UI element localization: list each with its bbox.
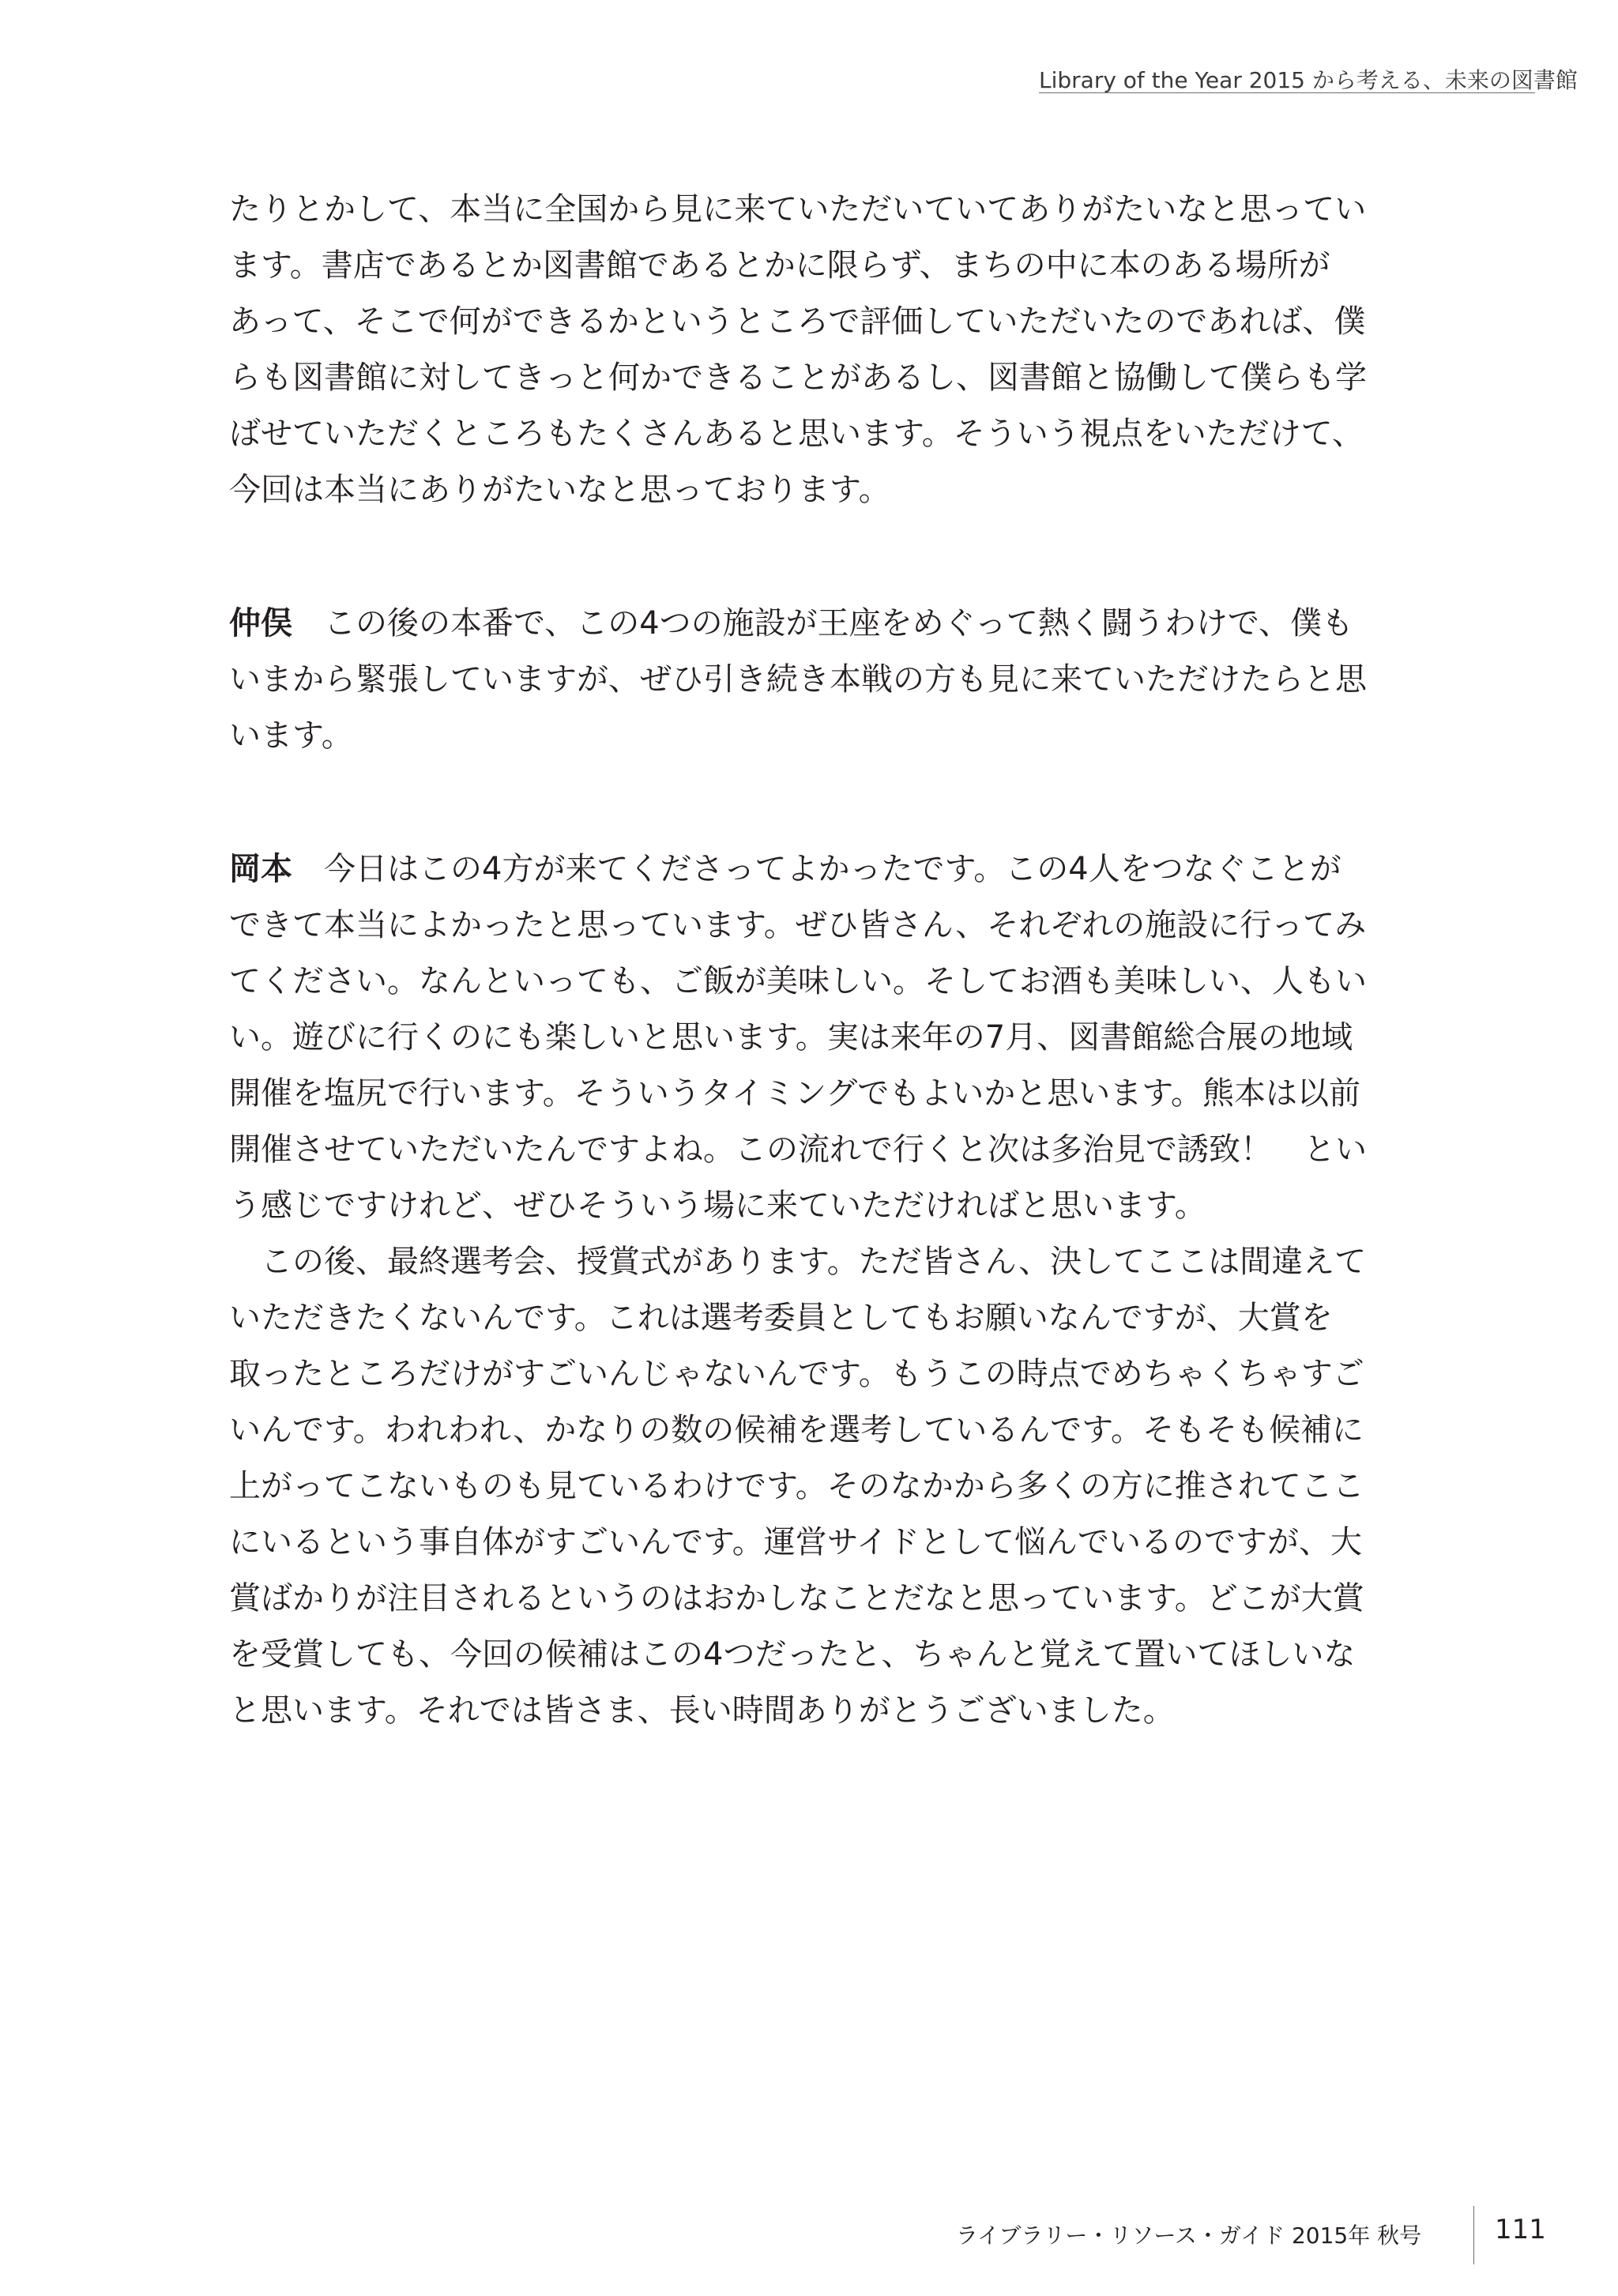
text-line: 今回は本当にありがたいなと思っております。: [229, 472, 890, 508]
speaker-name: 岡本: [229, 851, 292, 887]
text-line: てください。なんといっても、ご飯が美味しい。そしてお酒も美味しい、人もい: [229, 963, 1367, 999]
speaker-name: 仲俣: [229, 605, 292, 642]
text-line: 取ったところだけがすごいんじゃないんです。もうこの時点でめちゃくちゃすご: [229, 1356, 1364, 1392]
text-line: ばせていただくところもたくさんあると思います。そういう視点をいただけて、: [229, 416, 1364, 452]
text-line: この後、最終選考会、授賞式があります。ただ皆さん、決してここは間違えて: [229, 1244, 1367, 1280]
text-line: 上がってこないものも見ているわけです。そのなかから多くの方に推されてここ: [229, 1468, 1364, 1504]
header-rule: [1039, 92, 1535, 93]
text-line: い。遊びに行くのにも楽しいと思います。実は来年の7月、図書館総合展の地域: [229, 1019, 1353, 1056]
text-line: たりとかして、本当に全国から見に来ていただいていてありがたいなと思ってい: [229, 191, 1367, 228]
paragraph-2: [229, 596, 1422, 764]
publication-footer: ライブラリー・リソース・ガイド 2015年 秋号: [956, 2223, 1422, 2249]
text-line: と思います。それでは皆さま、長い時間ありがとうございました。: [229, 1692, 1175, 1729]
paragraph-gap: [229, 764, 1422, 841]
text-line: いただきたくないんです。これは選考委員としてもお願いなんですが、大賞を: [229, 1300, 1333, 1336]
page-number: 111: [1495, 2214, 1546, 2245]
text-line: あって、そこで何ができるかというところで評価していただいたのであれば、僕: [229, 303, 1366, 340]
text-line: ます。書店であるとか図書館であるとかに限らず、まちの中に本のある場所が: [229, 247, 1330, 284]
speech-text: 今日はこの4方が来てくださってよかったです。この4人をつなぐことが: [324, 851, 1341, 887]
footer-divider: [1473, 2206, 1474, 2264]
text-line: [229, 596, 1422, 652]
paragraph-3: [229, 841, 1422, 1739]
text-line: [229, 841, 1422, 898]
text-line: います。: [229, 717, 353, 754]
article-body: [229, 182, 1422, 1739]
speech-text: この後の本番で、この4つの施設が王座をめぐって熱く闘うわけで、僕も: [324, 605, 1354, 642]
text-line: いまから緊張していますが、ぜひ引き続き本戦の方も見に来ていただけたらと思: [229, 661, 1367, 698]
text-line: らも図書館に対してきっと何かできることがあるし、図書館と協働して僕らも学: [229, 359, 1367, 396]
paragraph-1: [229, 182, 1422, 518]
text-line: できて本当によかったと思っています。ぜひ皆さん、それぞれの施設に行ってみ: [229, 907, 1367, 943]
text-line: 開催させていただいたんですよね。この流れで行くと次は多治見で誘致！ とい: [229, 1131, 1367, 1168]
text-line: 賞ばかりが注目されるというのはおかしなことだなと思っています。どこが大賞: [229, 1580, 1364, 1617]
text-line: 開催を塩尻で行います。そういうタイミングでもよいかと思います。熊本は以前: [229, 1075, 1360, 1112]
text-line: を受賞しても、今回の候補はこの4つだったと、ちゃんと覚えて置いてほしいな: [229, 1636, 1356, 1673]
text-line: いんです。われわれ、かなりの数の候補を選考しているんです。そもそも候補に: [229, 1412, 1364, 1448]
text-line: う感じですけれど、ぜひそういう場に来ていただければと思います。: [229, 1188, 1206, 1224]
running-header: Library of the Year 2015 から考える、未来の図書館: [1039, 67, 1578, 93]
paragraph-gap: [229, 518, 1422, 596]
text-line: にいるという事自体がすごいんです。運営サイドとして悩んでいるのですが、大: [229, 1524, 1362, 1560]
